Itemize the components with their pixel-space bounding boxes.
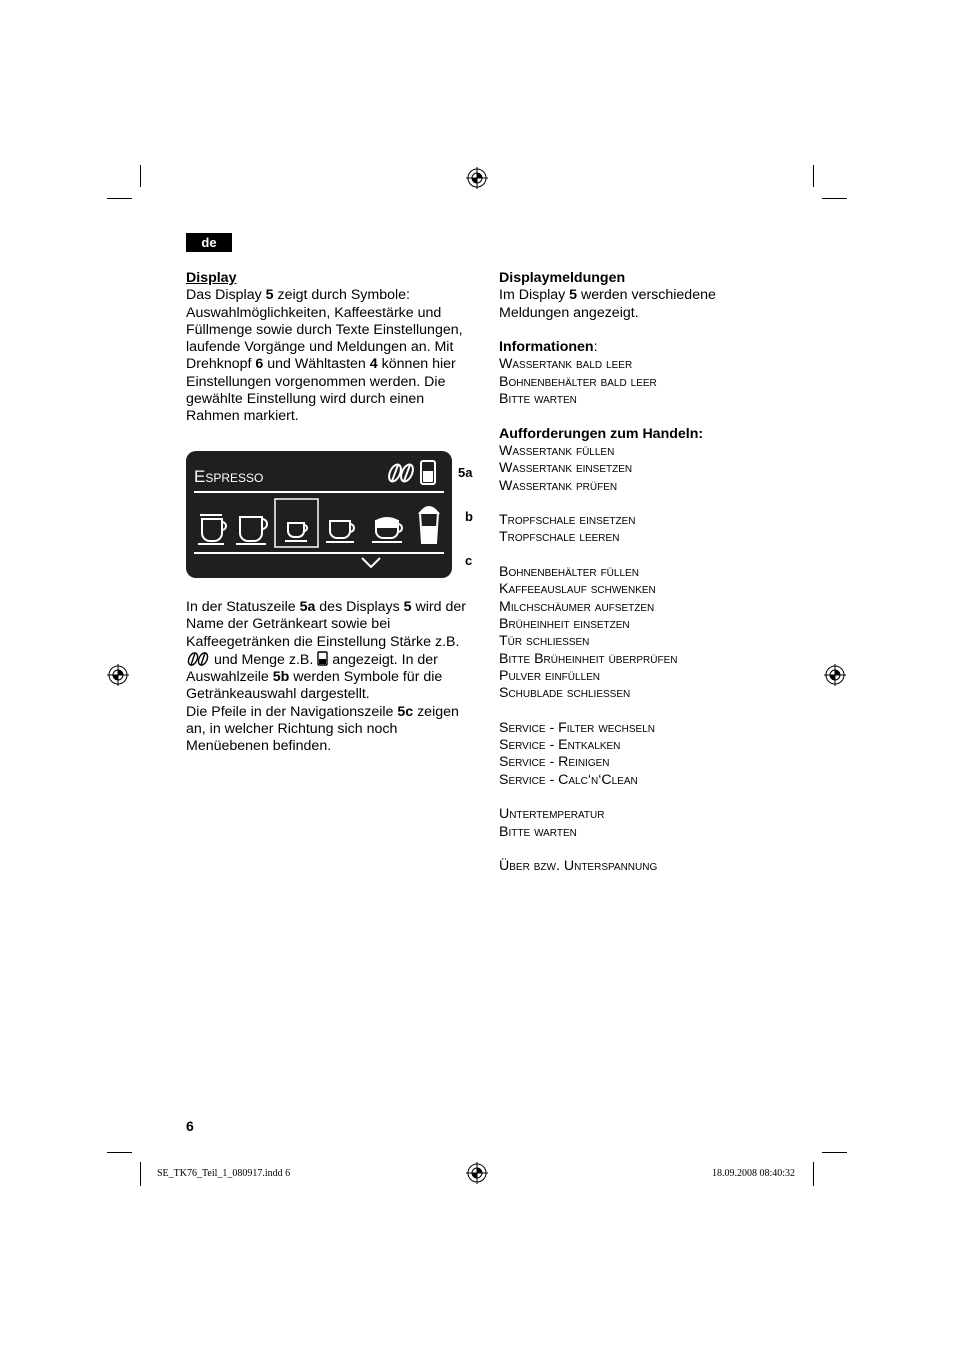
status-line-paragraph: In der Statuszeile 5a des Displays 5 wird der Name der Getränkeart sowie bei Kaffeegetränken die Einstellung Stärke z.B. und Menge z.B. angezeigt. In der Auswahlzeile 5b werden Symbole für die Getränkeauswahl dargestellt.: [186, 599, 466, 703]
text-segment: 5: [569, 287, 578, 304]
callout-c: c: [465, 553, 473, 568]
display-status-title: Espresso: [194, 467, 264, 486]
callout-5a: 5a: [458, 465, 473, 480]
text-segment: zeigt durch Symbole: Auswahlmöglichkeiten, Kaffeestärke und Füllmenge sowie durch Texte Einstellungen, laufende Vorgänge und Meldungen an. Mit Drehknopf: [186, 287, 463, 373]
amount-cup-icon: [317, 651, 328, 666]
action-message: Brüheinheit einsetzen: [499, 615, 630, 632]
action-message: Bohnenbehälter füllen: [499, 564, 639, 581]
text-segment: zeigen an, in welcher Richtung sich noch Menüebenen befinden.: [186, 703, 459, 755]
text-segment: 5c: [397, 703, 414, 720]
strength-beans-icon: [186, 652, 210, 666]
action-heading: Aufforderungen zum Handeln:: [499, 425, 704, 442]
amount-cup-icon: [421, 461, 435, 484]
info-message-list: [499, 356, 779, 408]
right-column: [499, 270, 779, 875]
crop-mark: [822, 198, 847, 199]
crop-mark: [822, 1152, 847, 1153]
action-message: Service - Reinigen: [499, 754, 610, 771]
action-message: Wassertank füllen: [499, 442, 615, 459]
text-segment: Im Display: [499, 287, 570, 304]
action-message: Untertemperatur: [499, 806, 605, 823]
language-tag: de: [186, 233, 232, 252]
text-segment: des Displays: [315, 599, 404, 615]
chevron-down-icon: [362, 558, 380, 567]
action-message: Milchschäumer aufsetzen: [499, 598, 655, 615]
info-message: Bitte warten: [499, 391, 577, 408]
crop-mark: [813, 165, 814, 187]
registration-mark-icon: [107, 664, 129, 686]
registration-mark-icon: [466, 1162, 488, 1184]
text-segment: 5: [265, 287, 274, 304]
action-message: Tür schliessen: [499, 633, 590, 650]
left-intro-section: [186, 270, 471, 426]
text-segment: In der Statuszeile: [186, 599, 300, 615]
text-segment: werden Symbole für die Getränkeauswahl dargestellt.: [186, 669, 443, 703]
action-message: Schublade schliessen: [499, 685, 631, 702]
display-graphics: [186, 451, 452, 578]
espresso-cup-icon: [285, 523, 307, 541]
text-segment: Das Display: [186, 287, 266, 304]
text-segment: wird der Name der Getränkeart sowie bei Kaffeegetränken die Einstellung Stärke z.B.: [186, 599, 466, 650]
info-heading: Informationen:: [499, 339, 598, 356]
action-message: Bitte Brüheinheit überprüfen: [499, 650, 678, 667]
section-heading-display: Display: [186, 270, 237, 286]
info-message: Bohnenbehälter bald leer: [499, 373, 657, 390]
registration-mark-icon: [824, 664, 846, 686]
callout-b: b: [465, 509, 473, 524]
text-segment: und Wähltasten: [263, 356, 370, 373]
text-segment: 5a: [299, 599, 316, 615]
text-segment: 4: [369, 356, 378, 373]
action-message: Service - Calc‘n‘Clean: [499, 771, 638, 788]
text-segment: 5b: [272, 669, 290, 686]
page-number: 6: [186, 1118, 194, 1134]
crop-mark: [107, 198, 132, 199]
left-status-section: [186, 599, 471, 756]
display-intro-paragraph: [186, 287, 471, 425]
strength-beans-icon: [387, 463, 416, 484]
registration-mark-icon: [466, 167, 488, 189]
footer-timestamp: 18.09.2008 08:40:32: [712, 1168, 796, 1179]
cappuccino-cup-icon: [372, 518, 402, 542]
action-message: Service - Filter wechseln: [499, 719, 656, 736]
info-message: Wassertank bald leer: [499, 356, 633, 373]
crop-mark: [140, 1162, 141, 1186]
latte-glass-icon: [420, 507, 438, 543]
action-message: Kaffeeauslauf schwenken: [499, 581, 656, 598]
action-message: Wassertank prüfen: [499, 477, 618, 494]
navigation-line-paragraph: [186, 704, 471, 756]
section-heading-displaymeldungen: Displaymeldungen: [499, 270, 626, 286]
action-message: Über bzw. Unterspannung: [499, 858, 658, 875]
crop-mark: [107, 1152, 132, 1153]
coffee-cup-icon: [326, 521, 354, 542]
large-coffee-cup-icon: [236, 517, 267, 544]
text-segment: angezeigt. In der Auswahlzeile: [186, 651, 438, 686]
text-segment: 5: [403, 599, 412, 615]
messages-intro-paragraph: [499, 287, 779, 322]
action-message: Pulver einfüllen: [499, 667, 601, 684]
action-message: Wassertank einsetzen: [499, 460, 633, 477]
action-message: Bitte warten: [499, 823, 577, 840]
action-message-list: [499, 443, 779, 875]
text-segment: können hier Einstellungen vorgenommen werden. Die gewählte Einstellung wird durch einen Rahmen markiert.: [186, 356, 456, 425]
text-segment: Die Pfeile in der Navigationszeile: [186, 703, 398, 720]
action-message: Service - Entkalken: [499, 737, 621, 754]
action-message: Tropfschale leeren: [499, 529, 620, 546]
double-coffee-cup-icon: [198, 515, 226, 544]
action-message: Tropfschale einsetzen: [499, 512, 636, 529]
footer-file-name: SE_TK76_Teil_1_080917.indd 6: [157, 1168, 291, 1179]
crop-mark: [140, 165, 141, 187]
text-segment: werden verschiedene Meldungen angezeigt.: [499, 287, 716, 321]
crop-mark: [813, 1162, 814, 1186]
beverage-selection-row: [198, 499, 438, 547]
text-segment: 6: [255, 356, 264, 373]
